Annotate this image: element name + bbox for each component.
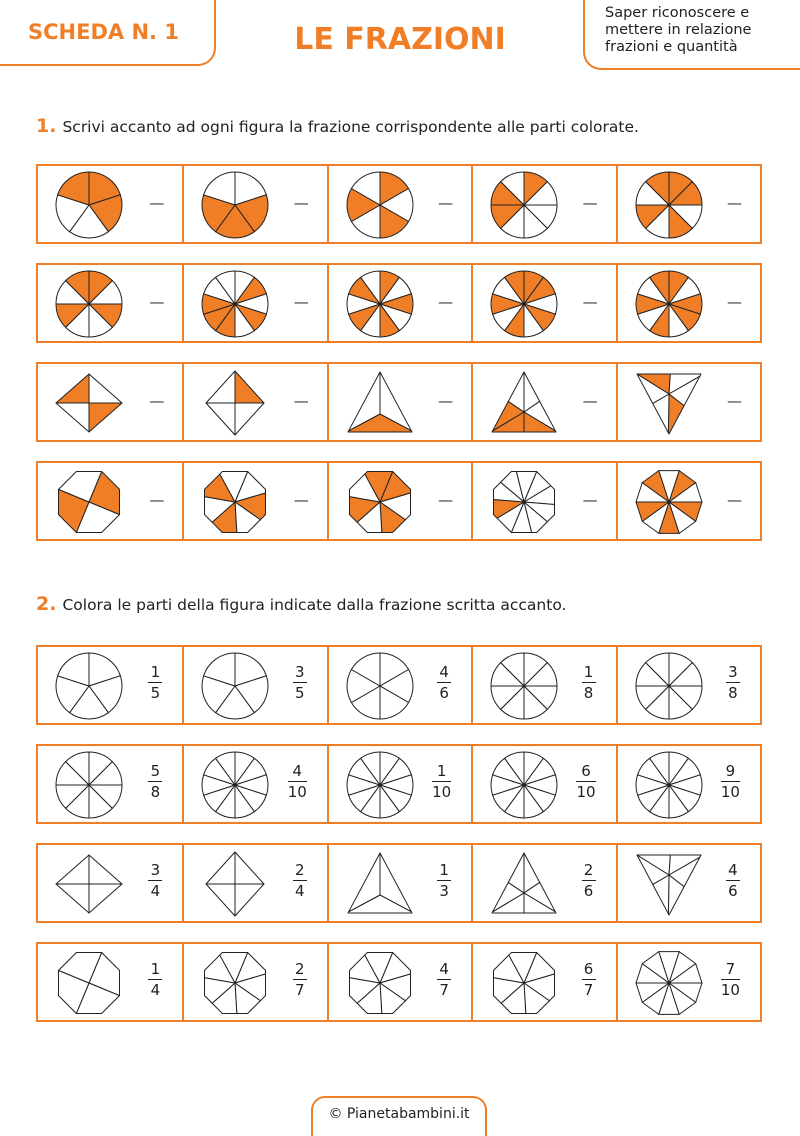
exercise-cell (471, 845, 615, 921)
answer-blank[interactable]: — (582, 392, 598, 410)
circle-figure (634, 750, 704, 820)
exercise-cell (471, 463, 615, 539)
octagon-figure (200, 948, 270, 1018)
fraction-label (293, 663, 307, 702)
exercise-cell (327, 364, 471, 440)
answer-blank[interactable]: — (293, 392, 309, 410)
fraction-numerator: 1 (436, 762, 447, 780)
decagon-figure (634, 467, 704, 537)
objective-box (583, 0, 800, 70)
circle-figure (489, 170, 559, 240)
fraction-bar (293, 682, 307, 683)
exercise-row (36, 645, 762, 725)
fraction-label (576, 762, 595, 801)
exercise2-instruction: Colora le parti della figura indicate dalla frazione scritta accanto. (62, 596, 567, 614)
fraction-bar (293, 880, 307, 881)
fraction-bar (148, 979, 162, 980)
exercise-cell (471, 746, 615, 822)
fraction-bar (293, 979, 307, 980)
fraction-denominator: 10 (720, 783, 740, 801)
fraction-label (721, 762, 740, 801)
fraction-numerator: 4 (439, 663, 449, 681)
octagon-figure (345, 467, 415, 537)
fraction-numerator: 2 (583, 861, 594, 879)
exercise-cell (616, 463, 760, 539)
fraction-bar (148, 682, 162, 683)
circle-figure (489, 269, 559, 339)
footer-text: Pianetabambini.it (346, 1106, 470, 1122)
circle-figure (634, 269, 704, 339)
answer-blank[interactable]: — (438, 392, 454, 410)
fraction-numerator: 4 (728, 861, 738, 879)
fraction-bar (432, 781, 451, 782)
rhombus-figure (54, 368, 124, 438)
kite-figure (200, 849, 270, 919)
octagon-figure (489, 467, 559, 537)
fraction-numerator: 1 (150, 663, 161, 681)
objective-line: frazioni e quantità (605, 39, 738, 55)
exercise-cell (182, 746, 326, 822)
rhombus-figure (54, 849, 124, 919)
exercise-cell (327, 845, 471, 921)
answer-blank[interactable]: — (726, 491, 742, 509)
triangle-figure (345, 849, 415, 919)
exercise-cell (616, 265, 760, 341)
answer-blank[interactable]: — (726, 293, 742, 311)
exercise-row (36, 461, 762, 541)
fraction-bar (148, 880, 162, 881)
answer-blank[interactable]: — (149, 491, 165, 509)
circle-figure (54, 750, 124, 820)
exercise-cell (182, 364, 326, 440)
exercise-cell (616, 166, 760, 242)
exercise-cell (616, 845, 760, 921)
answer-blank[interactable]: — (149, 293, 165, 311)
fraction-bar (437, 880, 451, 881)
answer-blank[interactable]: — (438, 293, 454, 311)
answer-blank[interactable]: — (582, 491, 598, 509)
fraction-label (582, 861, 596, 900)
answer-blank[interactable]: — (293, 293, 309, 311)
fraction-bar (726, 682, 740, 683)
exercise-cell (616, 364, 760, 440)
fraction-label (432, 762, 451, 801)
fraction-denominator: 4 (150, 882, 161, 900)
exercise2-number: 2. (36, 593, 57, 615)
fraction-denominator: 10 (432, 783, 452, 801)
octagon-figure (54, 467, 124, 537)
exercise-cell (38, 463, 182, 539)
exercise1-number: 1. (36, 115, 57, 137)
exercise-row (36, 744, 762, 824)
fraction-bar (437, 682, 451, 683)
fraction-bar (582, 880, 596, 881)
fraction-label (721, 960, 740, 999)
fraction-denominator: 6 (728, 882, 738, 900)
fraction-bar (288, 781, 307, 782)
exercise1-heading (36, 115, 639, 137)
circle-figure (489, 651, 559, 721)
fraction-numerator: 4 (439, 960, 449, 978)
exercise-cell (38, 944, 182, 1020)
circle-figure (54, 170, 124, 240)
exercise-cell (471, 166, 615, 242)
fraction-label (726, 861, 740, 900)
exercise-cell (38, 166, 182, 242)
exercise-cell (38, 845, 182, 921)
answer-blank[interactable]: — (293, 491, 309, 509)
fraction-denominator: 5 (295, 684, 305, 702)
fraction-numerator: 4 (292, 762, 302, 780)
exercise-cell (471, 364, 615, 440)
octagon-figure (200, 467, 270, 537)
exercise-cell (182, 265, 326, 341)
answer-blank[interactable]: — (726, 194, 742, 212)
exercise-cell (182, 845, 326, 921)
circle-figure (345, 170, 415, 240)
triangle_down-figure (634, 849, 704, 919)
fraction-numerator: 1 (439, 861, 449, 879)
triangle6-figure (489, 368, 559, 438)
fraction-label (148, 960, 162, 999)
exercise-cell (182, 944, 326, 1020)
fraction-numerator: 5 (150, 762, 161, 780)
fraction-label (437, 861, 451, 900)
exercise1-instruction: Scrivi accanto ad ogni figura la frazione corrispondente alle parti colorate. (62, 118, 639, 136)
answer-blank[interactable]: — (149, 392, 165, 410)
fraction-denominator: 8 (583, 684, 594, 702)
exercise-cell (471, 944, 615, 1020)
exercise-cell (182, 647, 326, 723)
circle-figure (54, 269, 124, 339)
exercise-cell (38, 647, 182, 723)
fraction-numerator: 7 (725, 960, 736, 978)
fraction-bar (582, 979, 596, 980)
exercise-cell (471, 265, 615, 341)
decagon-figure (634, 948, 704, 1018)
exercise-cell (327, 265, 471, 341)
fraction-numerator: 2 (295, 960, 305, 978)
kite-figure (200, 368, 270, 438)
exercise-row (36, 362, 762, 442)
exercise-cell (616, 944, 760, 1020)
fraction-denominator: 8 (728, 684, 738, 702)
fraction-bar (437, 979, 451, 980)
fraction-numerator: 2 (295, 861, 305, 879)
exercise-row (36, 263, 762, 343)
circle-figure (200, 170, 270, 240)
fraction-numerator: 3 (728, 663, 738, 681)
exercise-row (36, 942, 762, 1022)
exercise-row (36, 843, 762, 923)
fraction-denominator: 5 (150, 684, 161, 702)
fraction-denominator: 4 (150, 981, 161, 999)
exercise-cell (38, 265, 182, 341)
fraction-label (582, 663, 596, 702)
objective-line: Saper riconoscere e (605, 5, 750, 21)
answer-blank[interactable]: — (582, 194, 598, 212)
fraction-label (293, 861, 307, 900)
answer-blank[interactable]: — (293, 194, 309, 212)
fraction-denominator: 4 (295, 882, 305, 900)
circle-figure (200, 269, 270, 339)
fraction-denominator: 7 (295, 981, 305, 999)
circle-figure (345, 651, 415, 721)
exercise-cell (327, 944, 471, 1020)
exercise-cell (327, 166, 471, 242)
circle-figure (489, 750, 559, 820)
exercise-cell (327, 463, 471, 539)
circle-figure (634, 651, 704, 721)
exercise-cell (327, 647, 471, 723)
fraction-label (148, 762, 162, 801)
fraction-numerator: 6 (581, 762, 591, 780)
exercise-row (36, 164, 762, 244)
exercise-cell (471, 647, 615, 723)
triangle-figure (345, 368, 415, 438)
fraction-bar (721, 781, 740, 782)
circle-figure (345, 750, 415, 820)
fraction-label (288, 762, 307, 801)
fraction-bar (148, 781, 162, 782)
fraction-label (437, 960, 451, 999)
exercise-cell (616, 647, 760, 723)
answer-blank[interactable]: — (726, 392, 742, 410)
fraction-denominator: 3 (439, 882, 449, 900)
exercise-cell (616, 746, 760, 822)
exercise-cell (327, 746, 471, 822)
fraction-denominator: 7 (439, 981, 449, 999)
copyright-icon: © (328, 1106, 343, 1122)
fraction-numerator: 6 (583, 960, 594, 978)
fraction-numerator: 1 (150, 960, 161, 978)
fraction-denominator: 10 (287, 783, 307, 801)
answer-blank[interactable]: — (149, 194, 165, 212)
circle-figure (200, 750, 270, 820)
exercise-cell (182, 166, 326, 242)
fraction-bar (582, 682, 596, 683)
exercise-cell (38, 364, 182, 440)
fraction-numerator: 3 (295, 663, 305, 681)
exercise-cell (182, 463, 326, 539)
fraction-label (148, 663, 162, 702)
fraction-denominator: 10 (576, 783, 596, 801)
fraction-denominator: 8 (150, 783, 161, 801)
octagon-figure (54, 948, 124, 1018)
circle-figure (345, 269, 415, 339)
fraction-numerator: 9 (725, 762, 736, 780)
answer-blank[interactable]: — (438, 491, 454, 509)
exercise-cell (38, 746, 182, 822)
triangle6-figure (489, 849, 559, 919)
sheet-label: SCHEDA N. 1 (28, 20, 179, 44)
page-title: LE FRAZIONI (294, 22, 506, 57)
objective-line: mettere in relazione (605, 22, 752, 38)
octagon-figure (345, 948, 415, 1018)
fraction-label (148, 861, 162, 900)
fraction-label (437, 663, 451, 702)
answer-blank[interactable]: — (438, 194, 454, 212)
circle-figure (200, 651, 270, 721)
answer-blank[interactable]: — (582, 293, 598, 311)
footer-badge (311, 1096, 487, 1136)
fraction-denominator: 7 (583, 981, 594, 999)
fraction-bar (721, 979, 740, 980)
circle-figure (54, 651, 124, 721)
circle-figure (634, 170, 704, 240)
octagon-figure (489, 948, 559, 1018)
fraction-bar (726, 880, 740, 881)
fraction-label (293, 960, 307, 999)
fraction-numerator: 1 (583, 663, 594, 681)
fraction-label (726, 663, 740, 702)
fraction-label (582, 960, 596, 999)
fraction-denominator: 6 (583, 882, 594, 900)
fraction-denominator: 10 (720, 981, 740, 999)
fraction-denominator: 6 (439, 684, 449, 702)
fraction-numerator: 3 (150, 861, 161, 879)
exercise2-heading (36, 593, 566, 615)
fraction-bar (576, 781, 595, 782)
triangle_down-figure (634, 368, 704, 438)
